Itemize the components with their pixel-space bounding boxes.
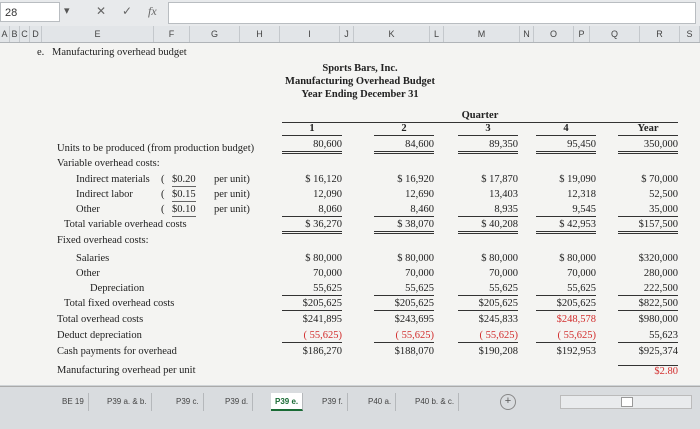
cell-value[interactable]: ( 55,625) bbox=[374, 330, 434, 343]
rate-value[interactable]: $0.15 bbox=[172, 189, 196, 200]
col-year-header: Year bbox=[618, 123, 678, 136]
col-q1-header: 1 bbox=[282, 123, 342, 136]
row-label: Fixed overhead costs: bbox=[57, 235, 149, 246]
row-label: Total overhead costs bbox=[57, 314, 144, 325]
cell-value[interactable]: 35,000 bbox=[618, 204, 678, 217]
cell-value[interactable]: 84,600 bbox=[374, 139, 434, 154]
sheet-tab[interactable]: P39 d. bbox=[221, 393, 253, 411]
cell-value[interactable]: 350,000 bbox=[618, 139, 678, 154]
cell-value[interactable]: 280,000 bbox=[643, 268, 678, 279]
cell-value[interactable]: $188,070 bbox=[394, 346, 434, 357]
sheet-grid[interactable] bbox=[0, 43, 700, 385]
row-label: Total variable overhead costs bbox=[64, 219, 187, 230]
cell-value[interactable]: ( 55,625) bbox=[458, 330, 518, 343]
cell-value[interactable]: 8,935 bbox=[458, 204, 518, 217]
cell-value[interactable]: $ 19,090 bbox=[559, 174, 596, 185]
horizontal-scrollbar[interactable] bbox=[560, 395, 692, 409]
row-label: Manufacturing overhead per unit bbox=[57, 365, 196, 376]
column-header[interactable]: A bbox=[0, 26, 10, 42]
sheet-tab-active[interactable]: P39 e. bbox=[271, 393, 303, 411]
section-title: Manufacturing overhead budget bbox=[52, 47, 187, 58]
column-header[interactable]: B bbox=[10, 26, 20, 42]
function-icon[interactable]: fx bbox=[148, 4, 157, 18]
cancel-icon[interactable]: ✕ bbox=[96, 4, 107, 18]
column-header[interactable]: L bbox=[430, 26, 444, 42]
sheet-tab[interactable]: P40 a. bbox=[364, 393, 396, 411]
cell-value[interactable]: 9,545 bbox=[536, 204, 596, 217]
cell-value[interactable]: $2.80 bbox=[618, 365, 678, 378]
cell-value[interactable]: $ 16,120 bbox=[305, 174, 342, 185]
row-label: Deduct depreciation bbox=[57, 330, 142, 341]
row-label: Indirect labor bbox=[76, 189, 133, 200]
cell-value[interactable]: 12,690 bbox=[405, 189, 434, 200]
cell-value[interactable]: 13,403 bbox=[489, 189, 518, 200]
cell-value[interactable]: 55,625 bbox=[536, 283, 596, 296]
rate-value[interactable]: $0.20 bbox=[172, 174, 196, 185]
cell-value[interactable]: $248,578 bbox=[556, 314, 596, 325]
cell-value[interactable]: 70,000 bbox=[489, 268, 518, 279]
row-label: Indirect materials bbox=[76, 174, 150, 185]
company-name: Sports Bars, Inc. bbox=[322, 63, 398, 74]
rate-unit: per unit) bbox=[214, 189, 250, 200]
cell-value[interactable]: $320,000 bbox=[638, 253, 678, 264]
row-label: Other bbox=[76, 204, 100, 215]
cell-value[interactable]: $ 80,000 bbox=[305, 253, 342, 264]
column-header[interactable]: H bbox=[240, 26, 280, 42]
cell-value[interactable]: $241,895 bbox=[302, 314, 342, 325]
cell-value[interactable]: 70,000 bbox=[405, 268, 434, 279]
cell-value[interactable]: $ 38,070 bbox=[374, 219, 434, 234]
rate-open-paren: ( bbox=[161, 204, 165, 215]
cell-value[interactable]: $205,625 bbox=[374, 298, 434, 311]
cell-value[interactable]: 8,460 bbox=[374, 204, 434, 217]
cell-value[interactable]: $205,625 bbox=[282, 298, 342, 311]
column-header[interactable]: D bbox=[30, 26, 42, 42]
column-header[interactable]: R bbox=[640, 26, 680, 42]
cell-value[interactable]: 70,000 bbox=[567, 268, 596, 279]
cell-value[interactable]: $ 17,870 bbox=[481, 174, 518, 185]
rate-open-paren: ( bbox=[161, 189, 165, 200]
column-header[interactable]: K bbox=[354, 26, 430, 42]
column-header[interactable]: M bbox=[444, 26, 520, 42]
cell-value[interactable]: $ 80,000 bbox=[397, 253, 434, 264]
row-label: Salaries bbox=[76, 253, 110, 264]
cell-value[interactable]: $ 36,270 bbox=[282, 219, 342, 234]
sheet-tab[interactable]: P40 b. & c. bbox=[411, 393, 459, 411]
row-label: Cash payments for overhead bbox=[57, 346, 177, 357]
column-header[interactable]: G bbox=[190, 26, 240, 42]
cell-value[interactable]: 80,600 bbox=[282, 139, 342, 154]
formula-bar bbox=[0, 0, 700, 27]
rate-unit: per unit) bbox=[214, 174, 250, 185]
sheet-tab[interactable]: BE 19 bbox=[58, 393, 89, 411]
column-header[interactable]: J bbox=[340, 26, 354, 42]
cell-value[interactable]: $245,833 bbox=[478, 314, 518, 325]
row-label: Other bbox=[76, 268, 100, 279]
add-sheet-icon[interactable]: + bbox=[500, 394, 516, 410]
cell-value[interactable]: 55,625 bbox=[458, 283, 518, 296]
cell-value[interactable]: 70,000 bbox=[313, 268, 342, 279]
column-header[interactable]: N bbox=[520, 26, 534, 42]
column-header[interactable]: F bbox=[154, 26, 190, 42]
column-header[interactable]: I bbox=[280, 26, 340, 42]
budget-period: Year Ending December 31 bbox=[301, 89, 419, 100]
cell-value[interactable]: $ 42,953 bbox=[536, 219, 596, 234]
cell-value[interactable]: $190,208 bbox=[478, 346, 518, 357]
cell-value[interactable]: $ 70,000 bbox=[641, 174, 678, 185]
col-q3-header: 3 bbox=[458, 123, 518, 136]
cell-value[interactable]: $925,374 bbox=[638, 346, 678, 357]
cell-value[interactable]: 55,625 bbox=[282, 283, 342, 296]
row-label: Depreciation bbox=[90, 283, 145, 294]
cell-value[interactable]: $822,500 bbox=[618, 298, 678, 311]
rate-value[interactable]: $0.10 bbox=[172, 204, 196, 215]
cell-value[interactable]: $205,625 bbox=[536, 298, 596, 311]
cell-value[interactable]: 52,500 bbox=[649, 189, 678, 200]
row-label: Variable overhead costs: bbox=[57, 158, 160, 169]
row-label: Units to be produced (from production budget) bbox=[57, 143, 255, 154]
row-label: Total fixed overhead costs bbox=[64, 298, 175, 309]
budget-title: Manufacturing Overhead Budget bbox=[285, 76, 435, 87]
cell-value[interactable]: $205,625 bbox=[458, 298, 518, 311]
cell-value[interactable]: $980,000 bbox=[638, 314, 678, 325]
cell-value[interactable]: 12,090 bbox=[313, 189, 342, 200]
cell-value[interactable]: $192,953 bbox=[556, 346, 596, 357]
cell-value[interactable]: $ 80,000 bbox=[481, 253, 518, 264]
cell-value[interactable]: 8,060 bbox=[282, 204, 342, 217]
quarter-label: Quarter bbox=[282, 110, 678, 123]
column-header[interactable]: C bbox=[20, 26, 30, 42]
column-header[interactable]: P bbox=[574, 26, 590, 42]
cell-value[interactable]: $ 16,920 bbox=[397, 174, 434, 185]
cell-value[interactable]: 89,350 bbox=[458, 139, 518, 154]
formula-input[interactable] bbox=[168, 2, 696, 24]
cell-value[interactable]: $ 40,208 bbox=[458, 219, 518, 234]
cell-value[interactable]: ( 55,625) bbox=[536, 330, 596, 343]
confirm-icon[interactable]: ✓ bbox=[122, 4, 133, 18]
rate-unit: per unit) bbox=[214, 204, 250, 215]
column-header[interactable]: Q bbox=[590, 26, 640, 42]
column-headers bbox=[0, 26, 700, 43]
sheet-tab[interactable]: P39 a. & b. bbox=[103, 393, 152, 411]
column-header[interactable]: O bbox=[534, 26, 574, 42]
rate-open-paren: ( bbox=[161, 174, 165, 185]
scrollbar-thumb[interactable] bbox=[621, 397, 633, 407]
sheet-tab[interactable]: P39 c. bbox=[172, 393, 204, 411]
name-box[interactable]: 28 bbox=[0, 2, 60, 22]
cell-value[interactable]: ( 55,625) bbox=[282, 330, 342, 343]
cell-value[interactable]: 55,625 bbox=[374, 283, 434, 296]
cell-value[interactable]: $243,695 bbox=[394, 314, 434, 325]
col-q4-header: 4 bbox=[536, 123, 596, 136]
cell-value[interactable]: $ 80,000 bbox=[559, 253, 596, 264]
cell-value[interactable]: $157,500 bbox=[618, 219, 678, 234]
col-q2-header: 2 bbox=[374, 123, 434, 136]
section-label: e. bbox=[37, 47, 45, 58]
column-header[interactable]: S bbox=[680, 26, 700, 42]
sheet-tab-bar bbox=[0, 386, 700, 429]
name-box-dropdown-icon[interactable]: ▾ bbox=[64, 5, 70, 17]
column-header[interactable]: E bbox=[42, 26, 154, 42]
cell-value[interactable]: 95,450 bbox=[536, 139, 596, 154]
cell-value[interactable]: 222,500 bbox=[618, 283, 678, 296]
sheet-tab[interactable]: P39 f. bbox=[318, 393, 348, 411]
cell-value[interactable]: 12,318 bbox=[567, 189, 596, 200]
cell-value[interactable]: $186,270 bbox=[302, 346, 342, 357]
cell-value[interactable]: 55,623 bbox=[618, 330, 678, 343]
